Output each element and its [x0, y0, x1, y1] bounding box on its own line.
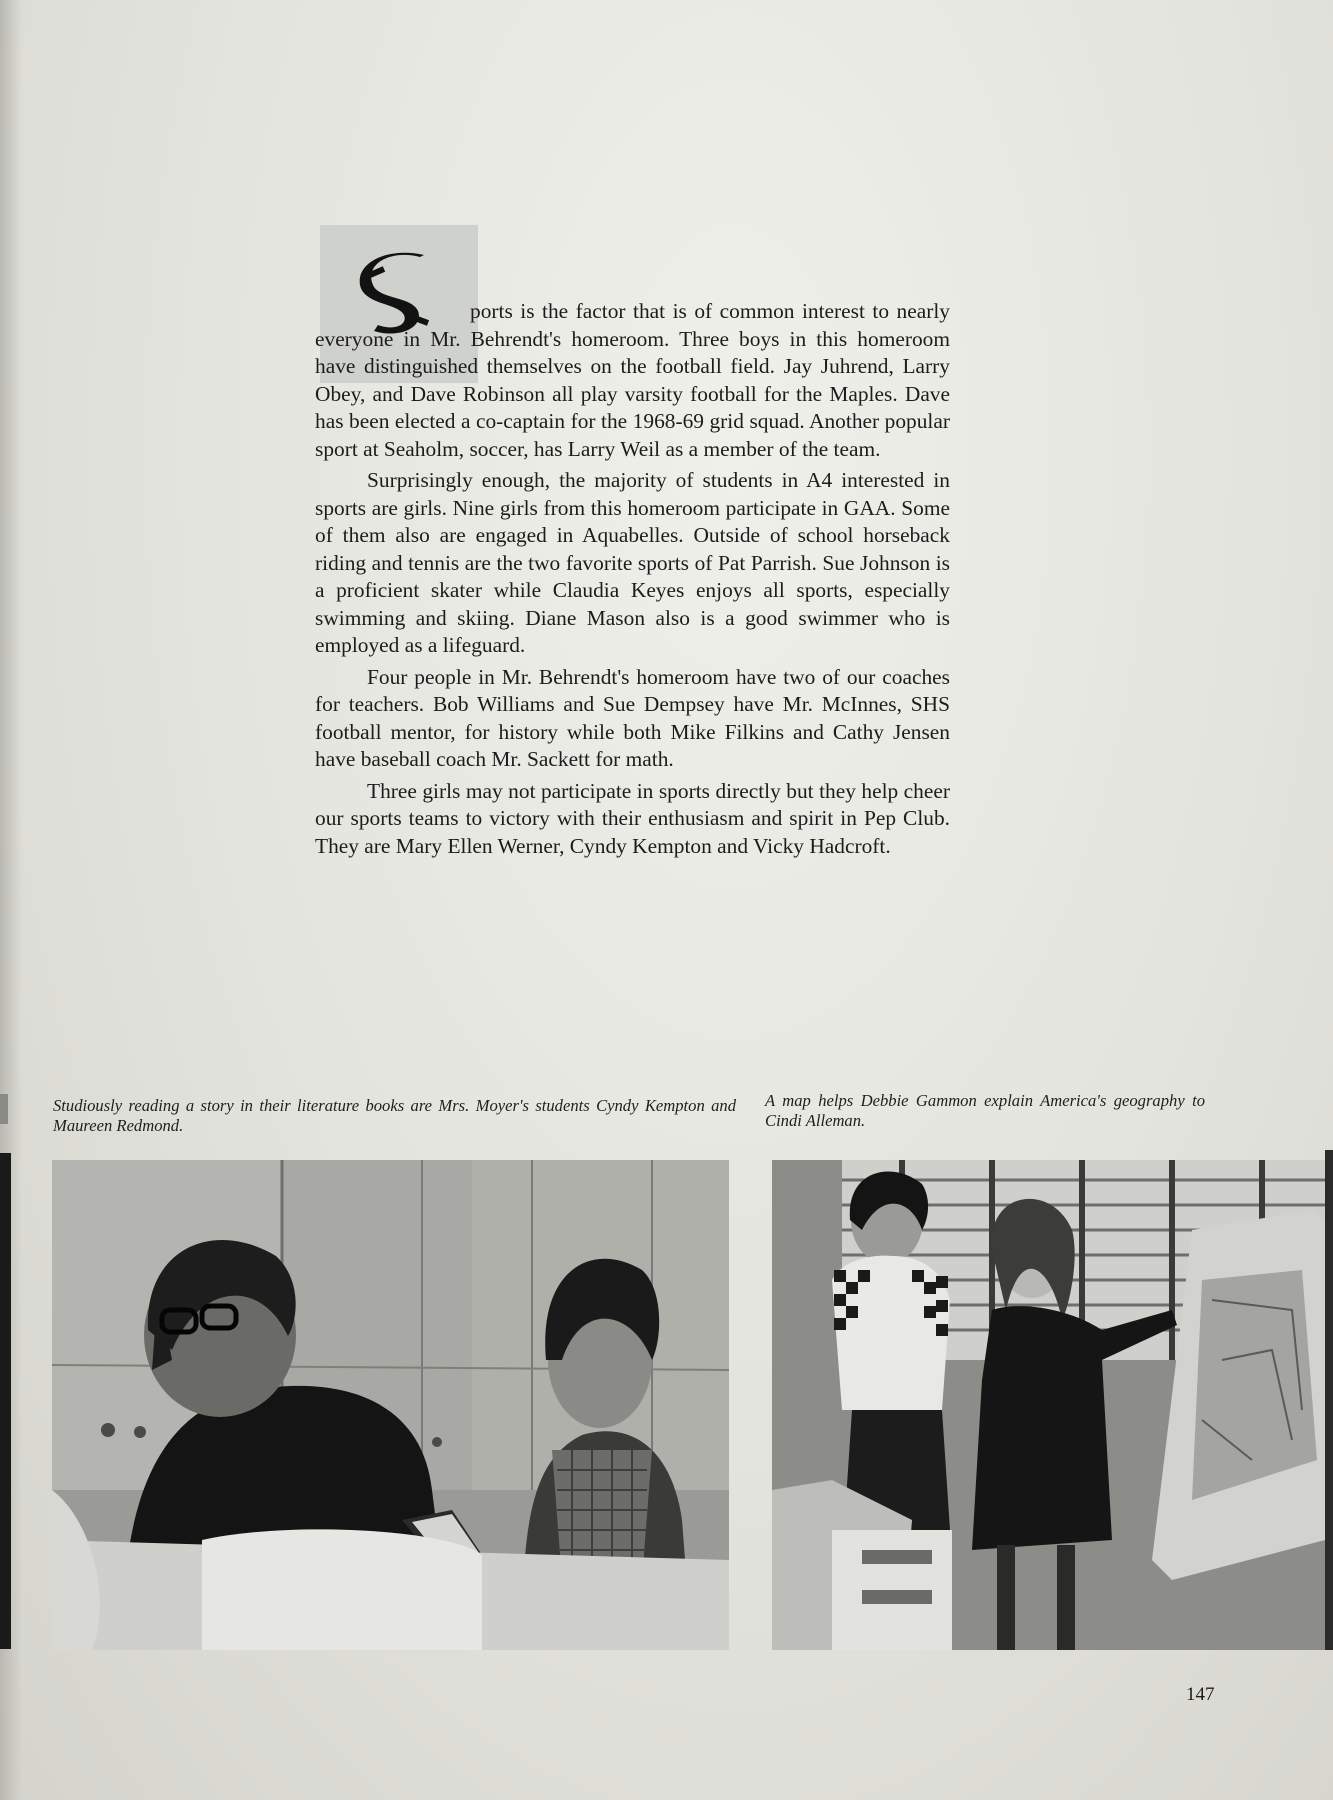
page-edge-right	[1325, 1150, 1333, 1650]
adjacent-page-edge	[0, 1153, 11, 1649]
photo-students-reading	[52, 1160, 729, 1650]
article-body	[315, 298, 950, 860]
adjacent-page-edge-top	[0, 1094, 8, 1124]
photo-caption-left: Studiously reading a story in their literature books are Mrs. Moyer's students Cyndy Kempton and Maureen Redmond.	[53, 1096, 736, 1135]
page-number: 147	[1186, 1684, 1215, 1705]
article-paragraph-2: Surprisingly enough, the majority of students in A4 interested in sports are girls. Nine girls from this homeroom participate in GAA. Some of them also are engaged in Aquabelles. Outside of school horseback riding and tennis are the two favorite sports of Pat Parrish. Sue Johnson is a proficient skater while Claudia Keyes enjoys all sports, especially swimming and skiing. Diane Mason also is a good swimmer who is employed as a lifeguard.	[315, 468, 950, 657]
article-paragraph-3: Four people in Mr. Behrendt's homeroom have two of our coaches for teachers. Bob Williams and Sue Dempsey have Mr. McInnes, SHS football mentor, for history while both Mike Filkins and Cathy Jensen have baseball coach Mr. Sackett for math.	[315, 664, 950, 771]
article-paragraph-4: Three girls may not participate in sports directly but they help cheer our sports teams to victory with their enthusiasm and spirit in Pep Club. They are Mary Ellen Werner, Cyndy Kempton and Vicky Hadcroft.	[315, 778, 950, 858]
paragraph-1-text: ports is the factor that is of common interest to nearly everyone in Mr. Behrendt's homeroom. Three boys in this homeroom have distinguished themselves on the football field. Jay Juhrend, Larry Obey, and Dave Robinson all play varsity football for the Maples. Dave has been elected a co-captain for the 1968-69 grid squad. Another popular sport at Seaholm, soccer, has Larry Weil as a member of the team.	[315, 299, 950, 461]
article-paragraph-1	[315, 298, 950, 463]
photo-map-geography	[772, 1160, 1325, 1650]
photo-caption-right: A map helps Debbie Gammon explain America's geography to Cindi Alleman.	[765, 1091, 1205, 1130]
